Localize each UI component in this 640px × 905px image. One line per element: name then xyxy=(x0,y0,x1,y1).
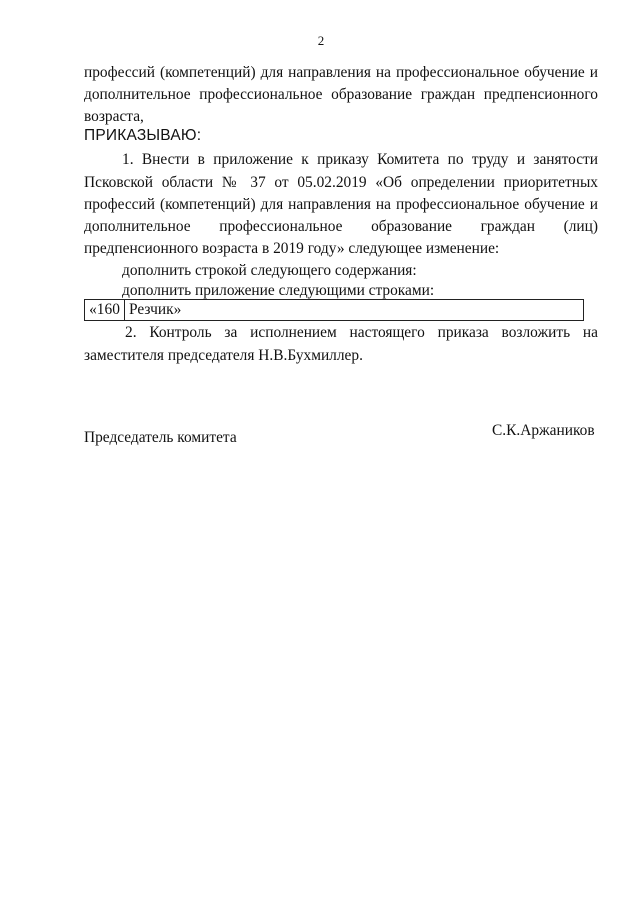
intro-line-3: возраста, xyxy=(84,108,144,125)
intro-line-2: дополнительное профессиональное образование граждан предпенсионного xyxy=(84,86,598,103)
item2-line-1: 2. Контроль за исполнением настоящего приказа возложить на xyxy=(125,324,598,341)
item1-line-6: дополнить строкой следующего содержания: xyxy=(122,262,417,279)
item2-line-2: заместителя председателя Н.В.Бухмиллер. xyxy=(84,347,363,364)
item1-line-3: профессий (компетенций) для направления на профессиональное обучение и xyxy=(84,196,598,213)
amendment-table xyxy=(84,299,584,321)
table-cell-name: Резчик» xyxy=(129,301,182,318)
intro-line-1: профессий (компетенций) для направления на профессиональное обучение и xyxy=(84,64,598,81)
item1-line-1: 1. Внести в приложение к приказу Комитета по труду и занятости xyxy=(122,151,598,168)
order-heading: ПРИКАЗЫВАЮ: xyxy=(84,127,202,144)
page-number: 2 xyxy=(317,33,325,48)
item1-line-5: предпенсионного возраста в 2019 году» следующее изменение: xyxy=(84,240,500,257)
table-cell-number: «160 xyxy=(85,300,125,320)
signature-name: С.К.Аржаников xyxy=(492,422,595,439)
item1-line-4: дополнительное профессиональное образование граждан (лиц) xyxy=(84,218,598,235)
item1-line-7: дополнить приложение следующими строками: xyxy=(122,282,435,299)
signature-position: Председатель комитета xyxy=(84,429,237,446)
item1-line-2: Псковской области № 37 от 05.02.2019 «Об определении приоритетных xyxy=(84,174,598,191)
